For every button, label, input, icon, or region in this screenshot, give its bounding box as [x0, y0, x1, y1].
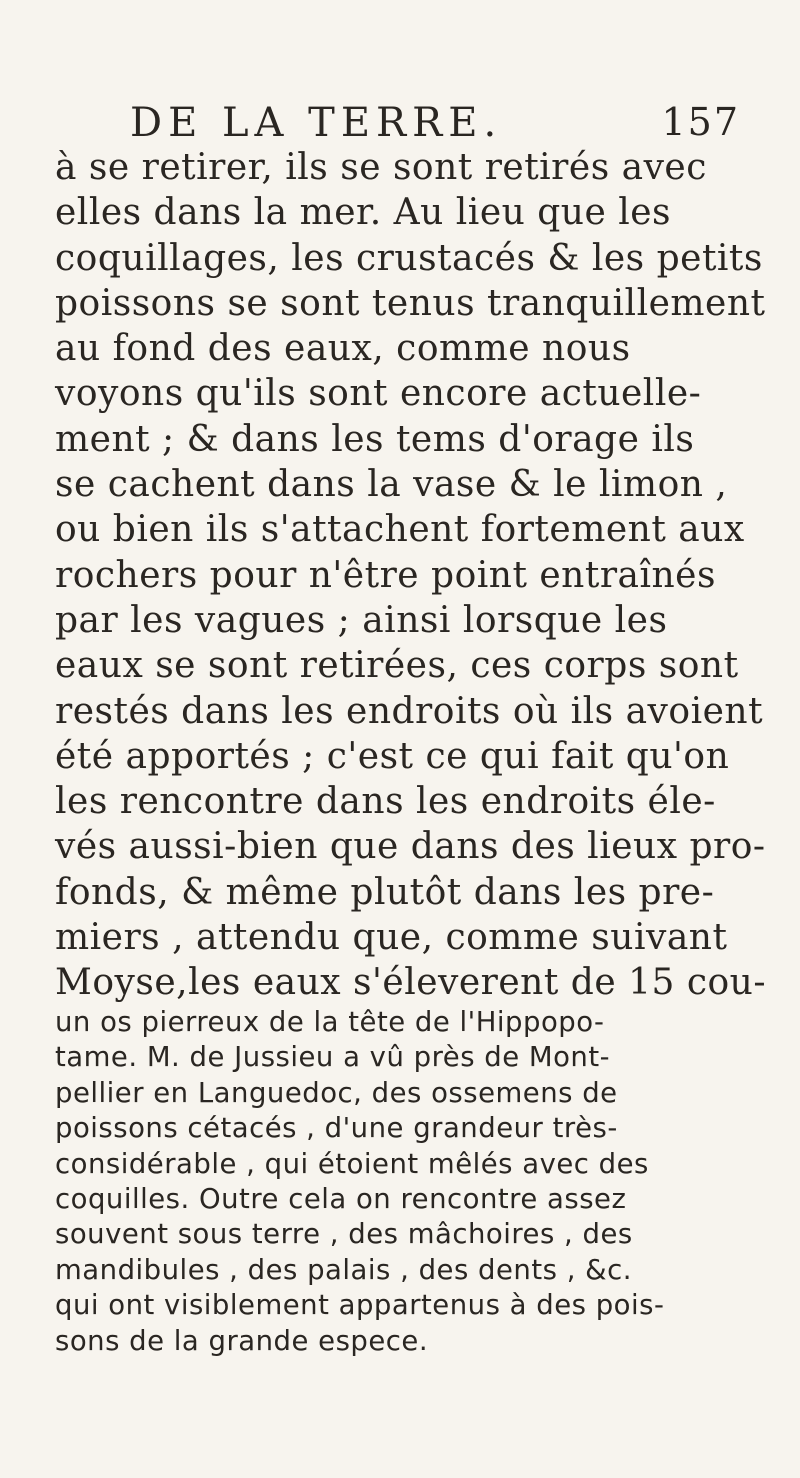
- footnote-line: considérable , qui étoient mêlés avec des: [55, 1147, 649, 1180]
- text-line: vés aussi-bien que dans des lieux pro-: [55, 826, 766, 868]
- footnote-line: qui ont visiblement appartenus à des pois-: [55, 1289, 665, 1322]
- text-line: ment ; & dans les tems d'orage ils: [55, 418, 695, 460]
- running-head: [130, 100, 770, 150]
- text-line: par les vagues ; ainsi lorsque les: [55, 599, 668, 641]
- text-line: poissons se sont tenus tranquillement: [55, 282, 766, 324]
- text-line: rochers pour n'être point entraînés: [55, 554, 716, 596]
- text-line: les rencontre dans les endroits éle-: [55, 781, 716, 823]
- text-line: Moyse,les eaux s'éleverent de 15 cou-: [55, 962, 767, 1004]
- text-line: fonds, & même plutôt dans les pre-: [55, 871, 715, 913]
- text-line: été apportés ; c'est ce qui fait qu'on: [55, 735, 730, 777]
- text-line: eaux se sont retirées, ces corps sont: [55, 645, 739, 687]
- text-line: ou bien ils s'attachent fortement aux: [55, 509, 745, 551]
- running-title: DE LA TERRE.: [130, 100, 503, 146]
- text-line: se cachent dans la vase & le limon ,: [55, 464, 728, 506]
- footnote-line: sons de la grande espece.: [55, 1324, 429, 1357]
- footnote-line: tame. M. de Jussieu a vû près de Mont-: [55, 1041, 611, 1074]
- main-text: [55, 145, 785, 1006]
- footnote-line: un os pierreux de la tête de l'Hippopo-: [55, 1006, 605, 1038]
- text-line: voyons qu'ils sont encore actuelle-: [55, 373, 702, 415]
- footnote-line: pellier en Languedoc, des ossemens de: [55, 1076, 618, 1109]
- text-line: coquillages, les crustacés & les petits: [55, 237, 763, 279]
- text-line: restés dans les endroits où ils avoient: [55, 690, 764, 732]
- footnote: [55, 1005, 785, 1359]
- text-line: à se retirer, ils se sont retirés avec: [55, 147, 707, 188]
- footnote-line: souvent sous terre , des mâchoires , des: [55, 1218, 633, 1251]
- text-line: miers , attendu que, comme suivant: [55, 917, 728, 959]
- text-line: au fond des eaux, comme nous: [55, 328, 631, 370]
- footnote-line: mandibules , des palais , des dents , &c.: [55, 1253, 632, 1286]
- text-line: elles dans la mer. Au lieu que les: [55, 192, 672, 234]
- footnote-line: poissons cétacés , d'une grandeur très-: [55, 1112, 618, 1145]
- page-number: 157: [661, 100, 740, 144]
- footnote-line: coquilles. Outre cela on rencontre assez: [55, 1182, 627, 1215]
